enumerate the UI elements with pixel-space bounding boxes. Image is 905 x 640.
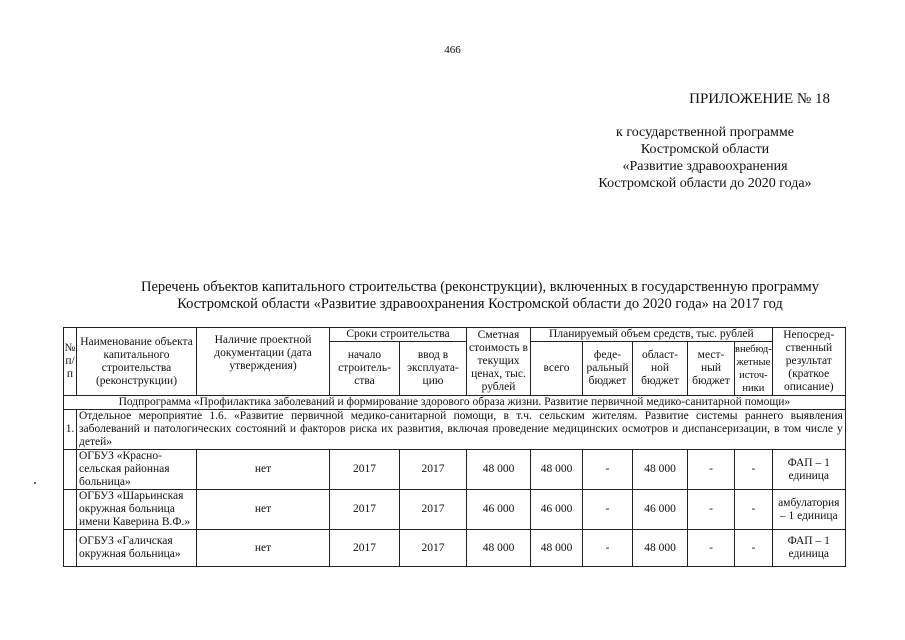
local-cell: - [688,530,735,567]
col-planned-header: Планируемый объем средств, тыс. рублей [531,328,773,342]
table-row [64,450,846,490]
local-cell: - [688,450,735,490]
col-local-header: мест-ный бюджет [688,342,735,396]
col-federal-header: феде-ральный бюджет [583,342,633,396]
total-cell: 46 000 [531,490,583,530]
appendix-line: Костромской области [640,142,770,157]
result-cell: ФАП – 1 единица [772,530,845,567]
page-number: 466 [444,44,461,56]
docs-cell: нет [197,490,330,530]
stray-mark [34,482,36,484]
commission-cell: 2017 [400,490,467,530]
start-cell: 2017 [330,490,400,530]
extra-cell: - [735,530,773,567]
col-terms-header: Сроки строительства [330,328,467,342]
regional-cell: 48 000 [633,530,688,567]
col-total-header: всего [531,342,583,396]
heading-line-2: Костромской области «Развитие здравоохранения Костромской области до 2020 года» на 2017 год [177,296,783,312]
appendix-line: «Развитие здравоохранения [622,159,788,174]
start-cell: 2017 [330,530,400,567]
cost-cell: 46 000 [467,490,531,530]
col-cost-header: Сметная стоимость в текущих ценах, тыс. рублей [467,328,531,396]
result-cell: амбулатория – 1 единица [772,490,845,530]
subprogram-title: Подпрограмма «Профилактика заболеваний и формирование здорового образа жизни. Развитие первичной медико-санитарной помощи» [64,396,846,410]
cost-cell: 48 000 [467,450,531,490]
regional-cell: 46 000 [633,490,688,530]
regional-cell: 48 000 [633,450,688,490]
event-row [64,410,846,450]
object-name: ОГБУЗ «Галичская окружная больница» [77,530,197,567]
appendix-subtitle [580,124,830,192]
commission-cell: 2017 [400,530,467,567]
event-number: 1. [64,410,77,450]
federal-cell: - [583,450,633,490]
local-cell: - [688,490,735,530]
col-commission-header: ввод в эксплуата-цию [400,342,467,396]
total-cell: 48 000 [531,530,583,567]
object-name: ОГБУЗ «Красно-сельская районная больница» [77,450,197,490]
start-cell: 2017 [330,450,400,490]
result-cell: ФАП – 1 единица [772,450,845,490]
appendix-line: к государственной программе [616,125,794,140]
extra-cell: - [735,450,773,490]
row-number [64,450,77,490]
col-regional-header: област-ной бюджет [633,342,688,396]
commission-cell: 2017 [400,450,467,490]
docs-cell: нет [197,450,330,490]
table-row [64,530,846,567]
objects-table [63,327,846,567]
document-heading [100,279,860,313]
col-extra-header: внебюд-жетные источ-ники [735,343,772,394]
col-name-header: Наименование объекта капитального строительства (реконструкции) [77,328,197,396]
subprogram-row [64,396,846,410]
col-docs-header: Наличие проектной документации (дата утверждения) [197,328,330,396]
appendix-title: ПРИЛОЖЕНИЕ № 18 [689,91,830,107]
federal-cell: - [583,490,633,530]
event-text: Отдельное мероприятие 1.6. «Развитие первичной медико-санитарной помощи, в т.ч. сельским жителям. Развитие системы раннего выявления заболеваний и патологических состояний и факторов риска их развития, включая проведение медицинских осмотров и диспансеризации, в том числе у детей» [77,410,846,450]
object-name: ОГБУЗ «Шарьинская окружная больница имени Каверина В.Ф.» [77,490,197,530]
extra-cell: - [735,490,773,530]
row-number [64,490,77,530]
docs-cell: нет [197,530,330,567]
col-result-header: Непосред-ственный результат (краткое описание) [772,328,845,396]
total-cell: 48 000 [531,450,583,490]
appendix-line: Костромской области до 2020 года» [598,176,812,191]
col-start-header: начало строитель-ства [330,342,400,396]
table-header-row [64,328,846,342]
col-number-header: № п/п [64,328,77,396]
table-row [64,490,846,530]
row-number [64,530,77,567]
cost-cell: 48 000 [467,530,531,567]
federal-cell: - [583,530,633,567]
heading-line-1: Перечень объектов капитального строительства (реконструкции), включенных в государственную программу [141,279,819,295]
